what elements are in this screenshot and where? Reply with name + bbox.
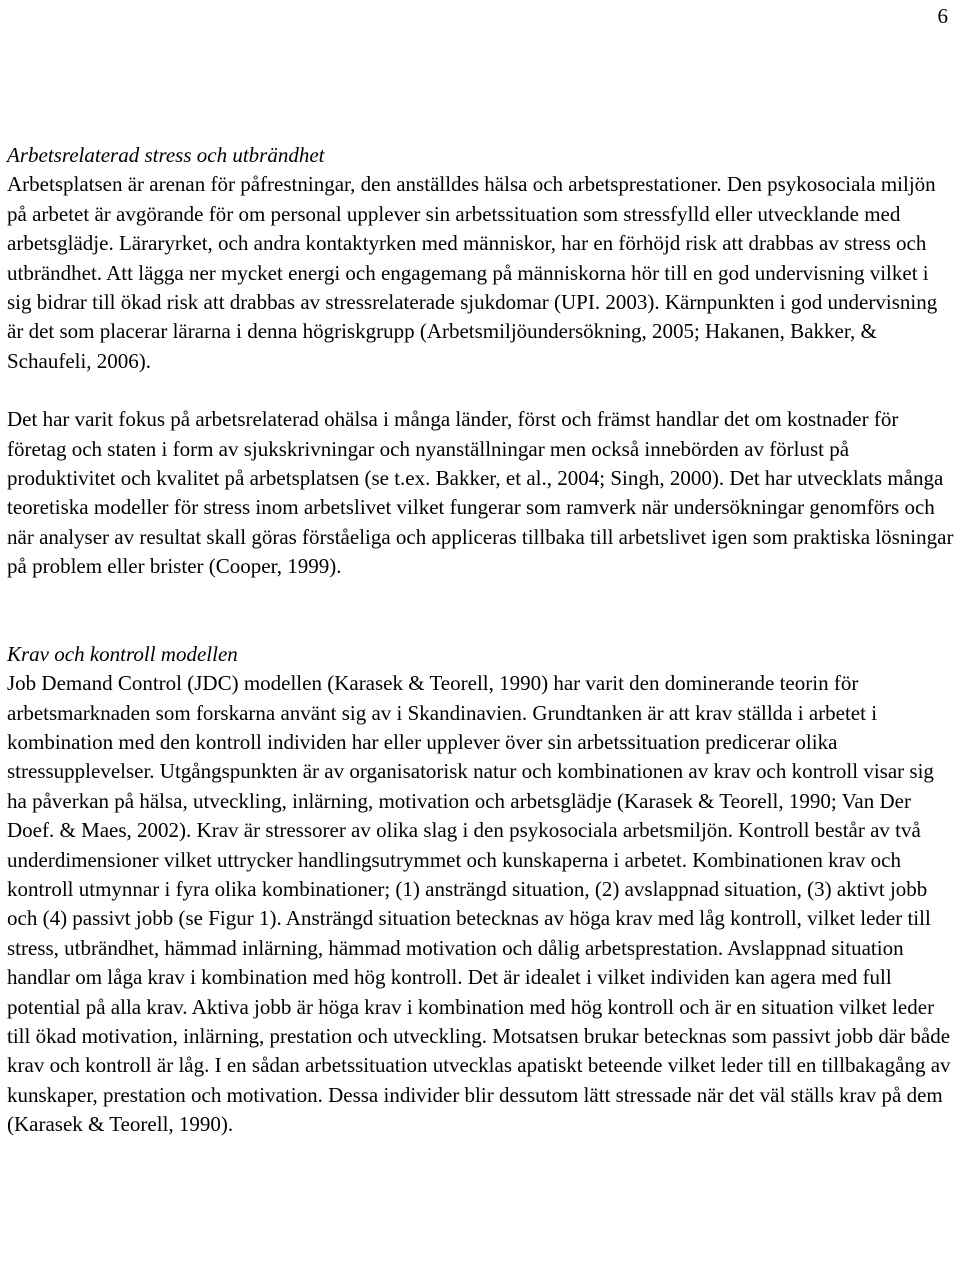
section-spacer [7, 582, 955, 640]
body-paragraph: Job Demand Control (JDC) modellen (Karasek & Teorell, 1990) har varit den dominerande teorin för arbetsmarknaden som forskarna använt sig av i Skandinavien. Grundtanken är att krav ställda i arbetet i kombination med den kontroll individen har eller upplever över sin arbetssituation predicerar olika stressupplevelser. Utgångspunkten är av organisatorisk natur och kombinationen av krav och kontroll visar sig ha påverkan på hälsa, utveckling, inlärning, motivation och arbetsglädje (Karasek & Teorell, 1990; Van Der Doef. & Maes, 2002). Krav är stressorer av olika slag i den psykosociala arbetsmiljön. Kontroll består av två underdimensioner vilket uttrycker handlingsutrymmet och kunskaperna i arbetet. Kombinationen krav och kontroll utmynnar i fyra olika kombinationer; (1) ansträngd situation, (2) avslappnad situation, (3) aktivt jobb och (4) passivt jobb (se Figur 1). Ansträngd situation betecknas av höga krav med låg kontroll, vilket leder till stress, utbrändhet, hämmad inlärning, hämmad motivation och dålig arbetsprestation. Avslappnad situation handlar om låga krav i kombination med hög kontroll. Det är idealet i vilket individen kan agera med full potential på alla krav. Aktiva jobb är höga krav i kombination med hög kontroll och är en situation vilket leder till ökad motivation, inlärning, prestation och utveckling. Motsatsen brukar betecknas som passivt jobb där både krav och kontroll är låg. I en sådan arbetssituation utvecklas apatiskt beteende vilket leder till en tillbakagång av kunskaper, prestation och motivation. Dessa individer blir dessutom lätt stressade när det väl ställs krav på dem (Karasek & Teorell, 1990). [7, 671, 951, 1137]
paragraph-spacer [7, 376, 955, 405]
page-number: 6 [937, 4, 948, 28]
body-paragraph: Det har varit fokus på arbetsrelaterad ohälsa i många länder, först och främst handlar det om kostnader för företag och staten i form av sjukskrivningar och nyanställningar men också innebörden av förlust på produktivitet och kvalitet på arbetsplatsen (se t.ex. Bakker, et al., 2004; Singh, 2000). Det har utvecklats många teoretiska modeller för stress inom arbetslivet vilket fungerar som ramverk när undersökningar genomförs och när analyser av resultat skall göras förståeliga och appliceras tillbaka till arbetslivet igen som praktiska lösningar på problem eller brister (Cooper, 1999). [7, 407, 954, 579]
document-body [7, 141, 955, 1140]
section-demand-control-model [7, 640, 955, 1140]
section-stress-burnout [7, 141, 955, 582]
section-heading: Arbetsrelaterad stress och utbrändhet [7, 143, 325, 167]
body-paragraph: Arbetsplatsen är arenan för påfrestningar, den anställdes hälsa och arbetsprestationer. Den psykosociala miljön på arbetet är avgörande för om personal upplever sin arbetssituation som stressfylld eller utvecklande med arbetsglädje. Läraryrket, och andra kontaktyrken med människor, har en förhöjd risk att drabbas av stress och utbrändhet. Att lägga ner mycket energi och engagemang på människorna hör till en god undervisning vilket i sig bidrar till ökad risk att drabbas av stressrelaterade sjukdomar (UPI. 2003). Kärnpunkten i god undervisning är det som placerar lärarna i denna högriskgrupp (Arbetsmiljöundersökning, 2005; Hakanen, Bakker, & Schaufeli, 2006). [7, 172, 938, 373]
section-heading: Krav och kontroll modellen [7, 641, 238, 666]
